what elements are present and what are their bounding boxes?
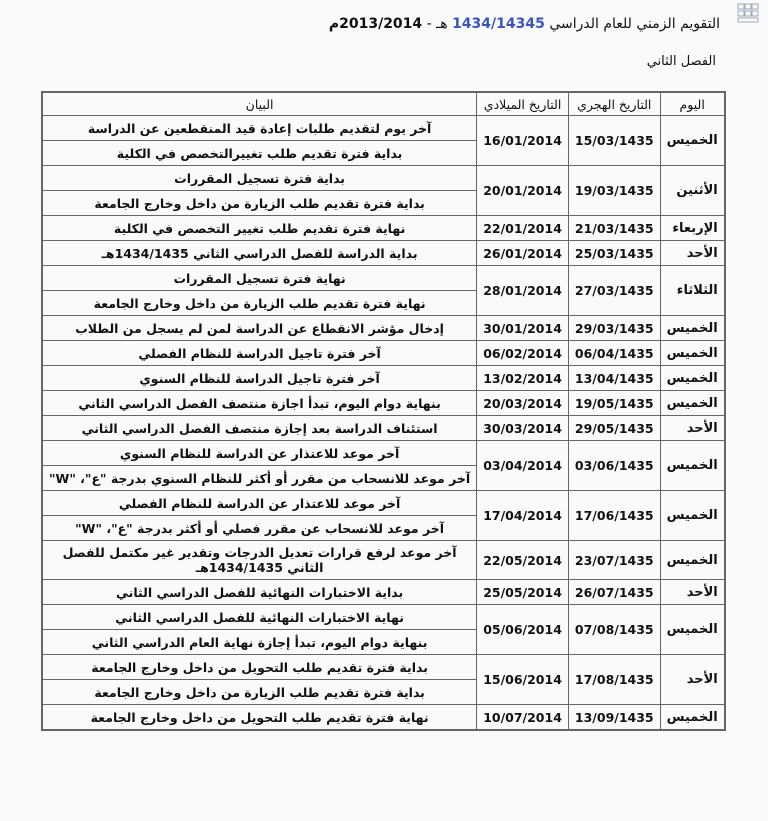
description-cell: آخر موعد للانسحاب من مقرر أو أكثر للنظام السنوي بدرجة "ع"، "W" (42, 466, 477, 491)
gregorian-date-cell: 17/04/2014 (477, 491, 569, 541)
hijri-date-cell: 17/06/1435 (568, 491, 660, 541)
table-row (42, 341, 725, 366)
description-cell: آخر موعد للاعتذار عن الدراسة للنظام السنوي (42, 441, 477, 466)
table-row (42, 580, 725, 605)
hijri-date-cell: 23/07/1435 (568, 541, 660, 580)
description-cell: نهاية فترة تقديم طلب التحويل من داخل وخارج الجامعة (42, 705, 477, 731)
day-cell: الخميس (660, 491, 725, 541)
hijri-date-cell: 19/03/1435 (568, 166, 660, 216)
hijri-date-cell: 19/05/1435 (568, 391, 660, 416)
table-row (42, 416, 725, 441)
day-cell: الإربعاء (660, 216, 725, 241)
hijri-date-cell: 15/03/1435 (568, 116, 660, 166)
university-logo (736, 2, 760, 24)
day-cell: الخميس (660, 705, 725, 731)
gregorian-date-cell: 06/02/2014 (477, 341, 569, 366)
gregorian-date-cell: 16/01/2014 (477, 116, 569, 166)
calendar-table (41, 91, 726, 731)
description-cell: بداية فترة تقديم طلب التحويل من داخل وخارج الجامعة (42, 655, 477, 680)
table-row (42, 705, 725, 731)
description-cell: بداية فترة تقديم طلب الزيارة من داخل وخارج الجامعة (42, 191, 477, 216)
title-suffix: هـ - (426, 16, 448, 32)
description-cell: نهاية الاختبارات النهائية للفصل الدراسي الثاني (42, 605, 477, 630)
hijri-date-cell: 13/04/1435 (568, 366, 660, 391)
column-header-gregorian: التاريخ الميلادي (477, 92, 569, 116)
table-row (42, 166, 725, 191)
day-cell: الخميس (660, 441, 725, 491)
table-row (42, 655, 725, 680)
table-row (42, 216, 725, 241)
hijri-date-cell: 17/08/1435 (568, 655, 660, 705)
table-row (42, 391, 725, 416)
gregorian-date-cell: 28/01/2014 (477, 266, 569, 316)
gregorian-date-cell: 25/05/2014 (477, 580, 569, 605)
gregorian-date-cell: 13/02/2014 (477, 366, 569, 391)
hijri-date-cell: 03/06/1435 (568, 441, 660, 491)
table-row (42, 241, 725, 266)
gregorian-date-cell: 30/03/2014 (477, 416, 569, 441)
table-row (42, 491, 725, 516)
day-cell: الخميس (660, 541, 725, 580)
hijri-date-cell: 13/09/1435 (568, 705, 660, 731)
gregorian-date-cell: 22/01/2014 (477, 216, 569, 241)
table-row (42, 116, 725, 141)
hijri-date-cell: 26/07/1435 (568, 580, 660, 605)
description-cell: بنهاية دوام اليوم، تبدأ اجازة منتصف الفصل الدراسي الثاني (42, 391, 477, 416)
gregorian-date-cell: 15/06/2014 (477, 655, 569, 705)
day-cell: الأحد (660, 416, 725, 441)
description-cell: بداية فترة تقديم طلب الزيارة من داخل وخارج الجامعة (42, 680, 477, 705)
day-cell: الخميس (660, 316, 725, 341)
gregorian-date-cell: 10/07/2014 (477, 705, 569, 731)
hijri-date-cell: 06/04/1435 (568, 341, 660, 366)
day-cell: الخميس (660, 116, 725, 166)
hijri-date-cell: 21/03/1435 (568, 216, 660, 241)
description-cell: آخر فترة تاجيل الدراسة للنظام الفصلي (42, 341, 477, 366)
description-cell: بداية فترة تقديم طلب تغييرالتخصص في الكلية (42, 141, 477, 166)
table-row (42, 366, 725, 391)
gregorian-date-cell: 05/06/2014 (477, 605, 569, 655)
title-gregorian-year: 2013/2014م (328, 16, 423, 32)
description-cell: بنهاية دوام اليوم، تبدأ إجازة نهاية العام الدراسي الثاني (42, 630, 477, 655)
table-row (42, 541, 725, 580)
column-header-description: البيان (42, 92, 477, 116)
description-cell: بداية فترة تسجيل المقررات (42, 166, 477, 191)
description-cell: إدخال مؤشر الانقطاع عن الدراسة لمن لم يسجل من الطلاب (42, 316, 477, 341)
hijri-date-cell: 29/03/1435 (568, 316, 660, 341)
hijri-date-cell: 27/03/1435 (568, 266, 660, 316)
gregorian-date-cell: 22/05/2014 (477, 541, 569, 580)
gregorian-date-cell: 30/01/2014 (477, 316, 569, 341)
description-cell: استئناف الدراسة بعد إجازة منتصف الفصل الدراسي الثاني (42, 416, 477, 441)
table-row (42, 605, 725, 630)
page-title (329, 16, 720, 32)
description-cell: بداية الدراسة للفصل الدراسي الثاني 1434/1435هـ (42, 241, 477, 266)
gregorian-date-cell: 20/01/2014 (477, 166, 569, 216)
column-header-hijri: التاريخ الهجري (568, 92, 660, 116)
day-cell: الخميس (660, 341, 725, 366)
day-cell: الثلاثاء (660, 266, 725, 316)
table-header-row (42, 92, 725, 116)
page-header (329, 16, 720, 32)
description-cell: نهاية فترة تقديم طلب الزيارة من داخل وخارج الجامعة (42, 291, 477, 316)
day-cell: الخميس (660, 366, 725, 391)
title-prefix: التقويم الزمني للعام الدراسي (549, 16, 720, 32)
day-cell: الأثنين (660, 166, 725, 216)
hijri-date-cell: 25/03/1435 (568, 241, 660, 266)
description-cell: آخر موعد لرفع قرارات تعديل الدرجات وتقدير غير مكتمل للفصل الثاني 1434/1435هـ (42, 541, 477, 580)
hijri-date-cell: 07/08/1435 (568, 605, 660, 655)
hijri-date-cell: 29/05/1435 (568, 416, 660, 441)
gregorian-date-cell: 20/03/2014 (477, 391, 569, 416)
description-cell: آخر يوم لتقديم طلبات إعادة قيد المنقطعين عن الدراسة (42, 116, 477, 141)
day-cell: الخميس (660, 605, 725, 655)
day-cell: الأحد (660, 655, 725, 705)
description-cell: آخر موعد للاعتذار عن الدراسة للنظام الفصلي (42, 491, 477, 516)
description-cell: بداية الاختبارات النهائية للفصل الدراسي الثاني (42, 580, 477, 605)
semester-label: الفصل الثاني (646, 54, 716, 69)
table-row (42, 316, 725, 341)
description-cell: آخر فترة تاجيل الدراسة للنظام السنوي (42, 366, 477, 391)
gregorian-date-cell: 03/04/2014 (477, 441, 569, 491)
description-cell: نهاية فترة تقديم طلب تغيير التخصص في الكلية (42, 216, 477, 241)
description-cell: آخر موعد للانسحاب عن مقرر فصلي أو أكثر بدرجة "ع"، "W" (42, 516, 477, 541)
column-header-day: اليوم (660, 92, 725, 116)
day-cell: الأحد (660, 241, 725, 266)
day-cell: الخميس (660, 391, 725, 416)
table-row (42, 441, 725, 466)
description-cell: نهاية فترة تسجيل المقررات (42, 266, 477, 291)
table-row (42, 266, 725, 291)
day-cell: الأحد (660, 580, 725, 605)
title-hijri-year: 1434/14345 (452, 16, 545, 32)
gregorian-date-cell: 26/01/2014 (477, 241, 569, 266)
